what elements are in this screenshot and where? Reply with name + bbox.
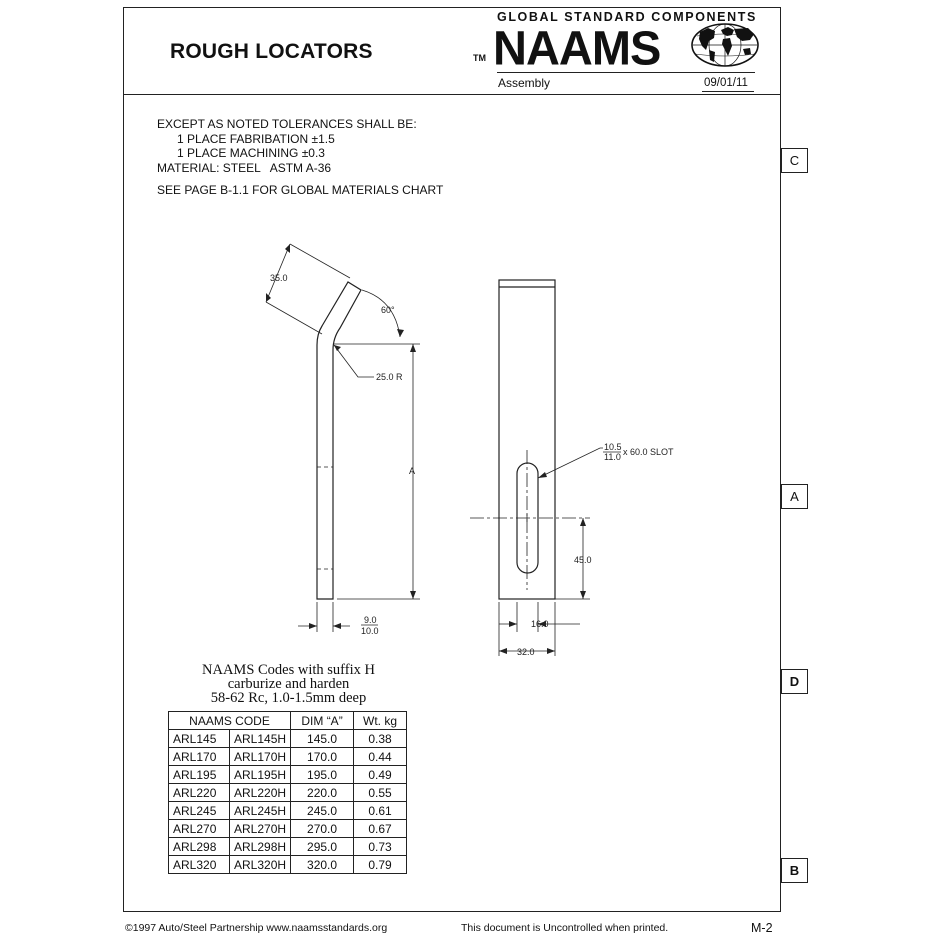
- naams-logo-text: NAAMS: [493, 20, 661, 75]
- weight-cell: 0.67: [354, 820, 407, 838]
- code-cell: ARL195: [169, 766, 230, 784]
- note-line: EXCEPT AS NOTED TOLERANCES SHALL BE:: [157, 117, 417, 131]
- weight-cell: 0.55: [354, 784, 407, 802]
- table-caption: [168, 663, 409, 705]
- table-row: [169, 820, 407, 838]
- note-line: SEE PAGE B-1.1 FOR GLOBAL MATERIALS CHART: [157, 183, 444, 197]
- section-label: Assembly: [498, 76, 551, 90]
- caption-line: 58-62 Rc, 1.0-1.5mm deep: [210, 690, 367, 706]
- code-h-cell: ARL145H: [230, 730, 291, 748]
- table-row: [169, 802, 407, 820]
- header-naams-code: NAAMS CODE: [169, 712, 291, 730]
- code-h-cell: ARL298H: [230, 838, 291, 856]
- header-dim-a: DIM “A”: [291, 712, 354, 730]
- thickness-bottom-label: 10.0: [361, 626, 379, 636]
- page-title: ROUGH LOCATORS: [170, 40, 373, 63]
- code-cell: ARL270: [169, 820, 230, 838]
- dim-a-label: A: [409, 466, 416, 476]
- weight-cell: 0.49: [354, 766, 407, 784]
- table-header-row: [169, 712, 407, 730]
- weight-cell: 0.73: [354, 838, 407, 856]
- revision-date: 09/01/11: [704, 77, 748, 89]
- dim-cell: 195.0: [291, 766, 354, 784]
- angle-label: 60°: [381, 305, 395, 315]
- code-h-cell: ARL170H: [230, 748, 291, 766]
- code-cell: ARL298: [169, 838, 230, 856]
- trademark-mark: TM: [473, 53, 486, 63]
- code-h-cell: ARL320H: [230, 856, 291, 874]
- dim-35-label: 35.0: [270, 273, 288, 283]
- caption-line: carburize and harden: [227, 676, 350, 692]
- copyright-text: ©1997 Auto/Steel Partnership www.naamsstandards.org: [125, 922, 388, 934]
- table-row: [169, 838, 407, 856]
- slot-spec: x 60.0 SLOT: [623, 447, 674, 457]
- weight-cell: 0.61: [354, 802, 407, 820]
- table-row: [169, 856, 407, 874]
- company-line: GLOBAL STANDARD COMPONENTS: [497, 10, 757, 24]
- dim-cell: 295.0: [291, 838, 354, 856]
- note-line: MATERIAL: STEEL ASTM A-36: [157, 160, 332, 175]
- page-number: M-2: [751, 921, 773, 935]
- table-row: [169, 748, 407, 766]
- radius-label: 25.0 R: [376, 372, 403, 382]
- header-weight: Wt. kg: [354, 712, 407, 730]
- dim-cell: 270.0: [291, 820, 354, 838]
- dim-cell: 220.0: [291, 784, 354, 802]
- slot-leader: [538, 448, 603, 478]
- weight-cell: 0.38: [354, 730, 407, 748]
- dim-cell: 170.0: [291, 748, 354, 766]
- table-row: [169, 784, 407, 802]
- side-tab-a: A: [781, 484, 808, 509]
- code-h-cell: ARL245H: [230, 802, 291, 820]
- slot-width-bottom: 11.0: [604, 452, 621, 462]
- table-row: [169, 766, 407, 784]
- code-cell: ARL170: [169, 748, 230, 766]
- code-cell: ARL245: [169, 802, 230, 820]
- table-row: [169, 730, 407, 748]
- code-h-cell: ARL270H: [230, 820, 291, 838]
- note-line: 1 PLACE FABRIBATION ±1.5: [157, 131, 335, 146]
- dim-cell: 145.0: [291, 730, 354, 748]
- weight-cell: 0.79: [354, 856, 407, 874]
- dim-cell: 245.0: [291, 802, 354, 820]
- code-h-cell: ARL220H: [230, 784, 291, 802]
- dim-32-label: 32.0: [517, 647, 535, 657]
- caption-line: NAAMS Codes with suffix H: [202, 662, 375, 678]
- code-cell: ARL220: [169, 784, 230, 802]
- slot-width-top: 10.5: [604, 442, 622, 452]
- thickness-top-label: 9.0: [364, 615, 377, 625]
- codes-table: [168, 711, 407, 874]
- dim-16-label: 16.0: [531, 619, 549, 629]
- dim-45-label: 45.0: [574, 555, 592, 565]
- weight-cell: 0.44: [354, 748, 407, 766]
- dim-cell: 320.0: [291, 856, 354, 874]
- radius-leader: [334, 345, 374, 377]
- side-tab-d: D: [781, 669, 808, 694]
- side-tab-b: B: [781, 858, 808, 883]
- code-h-cell: ARL195H: [230, 766, 291, 784]
- uncontrolled-notice: This document is Uncontrolled when printed.: [461, 922, 669, 934]
- code-cell: ARL145: [169, 730, 230, 748]
- note-line: 1 PLACE MACHINING ±0.3: [157, 146, 325, 160]
- side-view-outline: [317, 282, 361, 599]
- side-tab-c: C: [781, 148, 808, 173]
- code-cell: ARL320: [169, 856, 230, 874]
